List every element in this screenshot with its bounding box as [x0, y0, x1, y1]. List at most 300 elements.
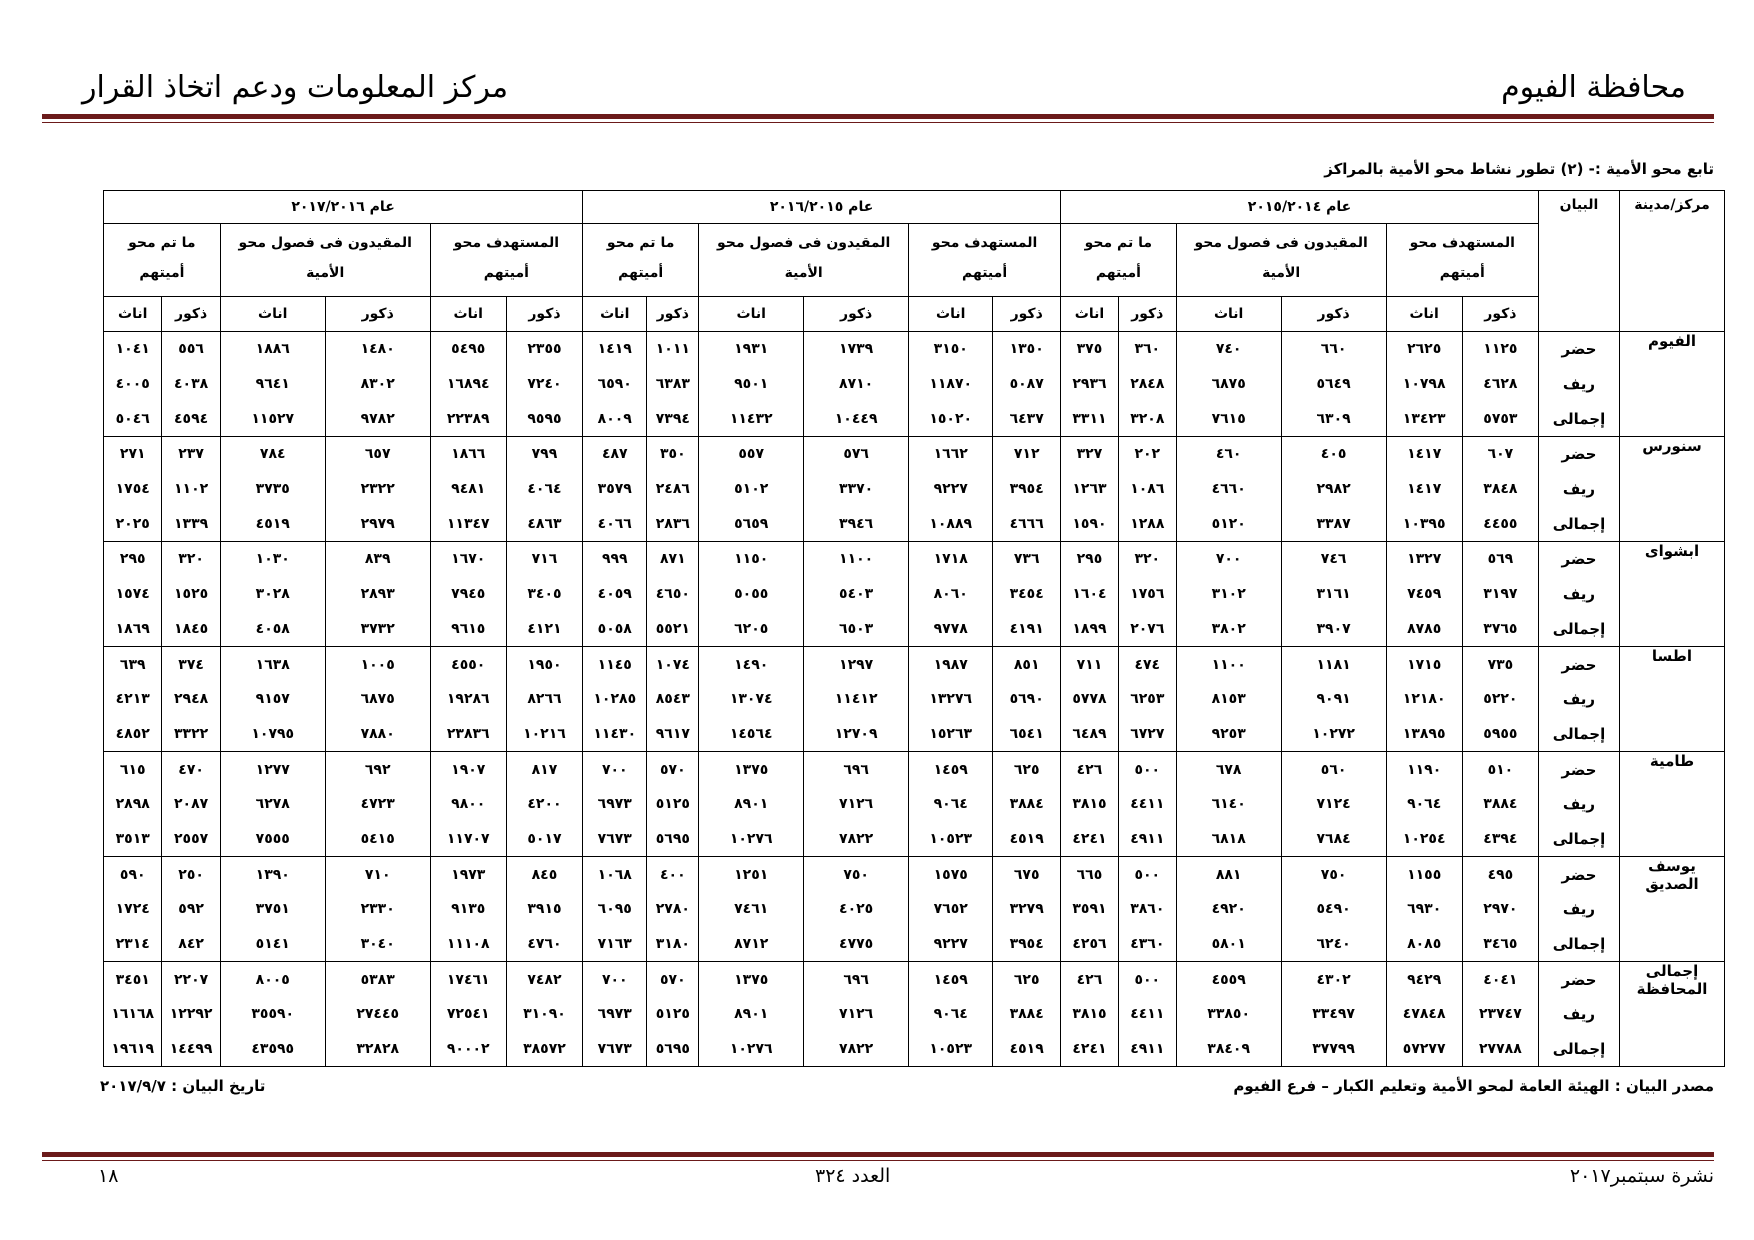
data-cell: ٦٥٧ [325, 437, 430, 472]
data-cell: ٢٧١ [104, 437, 162, 472]
data-cell: ١٨٩٩ [1061, 612, 1119, 647]
data-cell: ٦٩٣٠ [1386, 892, 1462, 927]
data-cell: ١٨٦٦ [430, 437, 506, 472]
data-cell: ٥٧٦ [804, 437, 909, 472]
data-cell: ٣٩٥٤ [993, 472, 1061, 507]
city-name: يوسف الصديق [1620, 857, 1725, 962]
data-cell: ٩١٥٧ [220, 682, 325, 717]
data-cell: ٦٢٥٣ [1118, 682, 1176, 717]
data-cell: ٥٧٥٣ [1462, 401, 1538, 436]
sex-header-male: ذكور [1281, 297, 1386, 332]
data-cell: ٨٠٠٩ [583, 401, 647, 436]
data-cell: ١٥٢٥ [162, 577, 220, 612]
data-cell: ٧١٢٤ [1281, 787, 1386, 822]
table-row [104, 1032, 1725, 1067]
data-cell: ٦٠٩٥ [583, 892, 647, 927]
data-cell: ٢٣٧٤٧ [1462, 997, 1538, 1032]
data-cell: ٥٢٢٠ [1462, 682, 1538, 717]
data-cell: ٢٨٩٣ [325, 577, 430, 612]
data-cell: ١٠٤١ [104, 332, 162, 367]
group-header: المقيدون فى فصول محو الأمية [220, 224, 430, 297]
data-cell: ٥٠٠ [1118, 857, 1176, 892]
data-cell: ٨٤٢ [162, 927, 220, 962]
data-cell: ٩٠٦٤ [1386, 787, 1462, 822]
data-cell: ٧٨٨٠ [325, 717, 430, 752]
data-cell: ٤٧٨٤٨ [1386, 997, 1462, 1032]
table-row [104, 367, 1725, 402]
data-cell: ٣٤٠٥ [506, 577, 582, 612]
table-row [104, 962, 1725, 997]
data-cell: ١٠٢١٦ [506, 717, 582, 752]
row-type: إجمالى [1539, 506, 1620, 541]
data-cell: ٤٣٥٩٥ [220, 1032, 325, 1067]
data-cell: ٤٣٩٤ [1462, 822, 1538, 857]
data-cell: ٢٠٢٥ [104, 506, 162, 541]
data-cell: ٣٨٤٠٩ [1176, 1032, 1281, 1067]
data-cell: ٥٦٩٠ [993, 682, 1061, 717]
row-type: ريف [1539, 997, 1620, 1032]
data-cell: ٤٩٥ [1462, 857, 1538, 892]
data-cell: ٤٣٠٢ [1281, 962, 1386, 997]
data-cell: ١٠٨٨٩ [909, 506, 993, 541]
table-row [104, 997, 1725, 1032]
data-cell: ٧٠٠ [583, 752, 647, 787]
data-cell: ١٢٧٧ [220, 752, 325, 787]
data-cell: ١٠٣٠ [220, 542, 325, 577]
year-header: عام ٢٠١٥/٢٠١٤ [1061, 191, 1539, 224]
table-row [104, 577, 1725, 612]
data-cell: ١٦٦٢ [909, 437, 993, 472]
sex-header-male: ذكور [1462, 297, 1538, 332]
data-cell: ٤٠٥٩ [583, 577, 647, 612]
table-row [104, 437, 1725, 472]
row-type: ريف [1539, 367, 1620, 402]
data-cell: ٩٧٨٢ [325, 401, 430, 436]
sex-header-male: ذكور [325, 297, 430, 332]
data-cell: ١٧٥٤ [104, 472, 162, 507]
data-cell: ٤٢٥٦ [1061, 927, 1119, 962]
data-cell: ٩٦٤١ [220, 367, 325, 402]
col-header-city: مركز/مدينة [1620, 191, 1725, 332]
sex-header-female: اناث [1061, 297, 1119, 332]
data-cell: ٥٩٢ [162, 892, 220, 927]
data-cell: ٧٥٠ [804, 857, 909, 892]
data-cell: ٥٠١٧ [506, 822, 582, 857]
data-cell: ٧٤٨٢ [506, 962, 582, 997]
data-cell: ٥٦٩٥ [647, 822, 699, 857]
col-header-statement: البيان [1539, 191, 1620, 332]
data-cell: ٥٤٩٥ [430, 332, 506, 367]
data-cell: ٣٧٥١ [220, 892, 325, 927]
table-row [104, 506, 1725, 541]
data-cell: ٧٣٥ [1462, 647, 1538, 682]
data-cell: ٨٧١ [647, 542, 699, 577]
data-cell: ١٢٥١ [699, 857, 804, 892]
data-cell: ٣٦٠ [1118, 332, 1176, 367]
data-cell: ٩٥٩٥ [506, 401, 582, 436]
data-cell: ١٠٨٦ [1118, 472, 1176, 507]
data-cell: ٢٧٨٠ [647, 892, 699, 927]
data-cell: ٢٣١٤ [104, 927, 162, 962]
data-cell: ٥١٢٥ [647, 997, 699, 1032]
data-cell: ٤٠٠ [647, 857, 699, 892]
bulletin-label: نشرة سبتمبر٢٠١٧ [1569, 1165, 1714, 1187]
city-name: طامية [1620, 752, 1725, 857]
data-cell: ٤٤١١ [1118, 997, 1176, 1032]
data-cell: ٤٦٢٨ [1462, 367, 1538, 402]
data-cell: ٨٠٠٥ [220, 962, 325, 997]
data-cell: ١٠٧٩٥ [220, 717, 325, 752]
group-header: ما تم محو أميتهم [583, 224, 699, 297]
data-cell: ٢٩٧٩ [325, 506, 430, 541]
group-header: ما تم محو أميتهم [1061, 224, 1177, 297]
data-cell: ١٢٩٧ [804, 647, 909, 682]
data-cell: ١١٥٠ [699, 542, 804, 577]
data-cell: ٨٩٠١ [699, 997, 804, 1032]
table-row [104, 787, 1725, 822]
data-cell: ١٢٨٨ [1118, 506, 1176, 541]
data-cell: ١١٨١ [1281, 647, 1386, 682]
table-subtitle: تابع محو الأمية :- (٢) تطور نشاط محو الأمية بالمراكز [1324, 160, 1714, 178]
data-cell: ١٨٨٦ [220, 332, 325, 367]
data-cell: ١٧٢٤ [104, 892, 162, 927]
info-center-title: مركز المعلومات ودعم اتخاذ القرار [82, 70, 509, 105]
data-cell: ٩٠٠٠٢ [430, 1032, 506, 1067]
sex-header-female: اناث [430, 297, 506, 332]
data-cell: ٤٧٦٠ [506, 927, 582, 962]
data-cell: ١٣٠٧٤ [699, 682, 804, 717]
sex-header-female: اناث [909, 297, 993, 332]
data-cell: ١٠٢٧٦ [699, 822, 804, 857]
data-cell: ١٣٥٠ [993, 332, 1061, 367]
data-cell: ٤٣٦٠ [1118, 927, 1176, 962]
data-cell: ٣٨٨٤ [993, 997, 1061, 1032]
row-type: ريف [1539, 682, 1620, 717]
data-cell: ١٠٦٨ [583, 857, 647, 892]
data-cell: ٥٤١٥ [325, 822, 430, 857]
data-cell: ٦٢٧٨ [220, 787, 325, 822]
data-cell: ٣٥٠ [647, 437, 699, 472]
data-cell: ١٣٨٩٥ [1386, 717, 1462, 752]
data-cell: ٤٦٠ [1176, 437, 1281, 472]
data-cell: ٤٢٦ [1061, 962, 1119, 997]
data-cell: ٥١٤١ [220, 927, 325, 962]
data-cell: ٥٦٠ [1281, 752, 1386, 787]
data-cell: ٤٤٥٥ [1462, 506, 1538, 541]
data-cell: ٤٠٢٥ [804, 892, 909, 927]
data-cell: ٨٤٥ [506, 857, 582, 892]
row-type: حضر [1539, 437, 1620, 472]
row-type: إجمالى [1539, 927, 1620, 962]
group-header: المستهدف محو أميتهم [909, 224, 1061, 297]
data-cell: ٤٦٦٠ [1176, 472, 1281, 507]
data-cell: ٦٢٥ [993, 752, 1061, 787]
data-cell: ٣٢٨٢٨ [325, 1032, 430, 1067]
row-type: حضر [1539, 962, 1620, 997]
data-cell: ٧٨٤ [220, 437, 325, 472]
data-cell: ٣٢٠ [162, 542, 220, 577]
data-cell: ٣٨٤٨ [1462, 472, 1538, 507]
data-cell: ٤٥١٩ [993, 1032, 1061, 1067]
data-cell: ٨٠٨٥ [1386, 927, 1462, 962]
data-cell: ٤٢٠٠ [506, 787, 582, 822]
data-cell: ١٤١٧ [1386, 472, 1462, 507]
data-cell: ١٧١٥ [1386, 647, 1462, 682]
data-cell: ١٠٢٧٢ [1281, 717, 1386, 752]
data-cell: ١١٥٢٧ [220, 401, 325, 436]
table-row [104, 717, 1725, 752]
data-cell: ٤٠٥٨ [220, 612, 325, 647]
data-cell: ٢٩٣٦ [1061, 367, 1119, 402]
data-cell: ٧٦٧٣ [583, 822, 647, 857]
data-cell: ١٤١٩ [583, 332, 647, 367]
data-cell: ١٢٧٠٩ [804, 717, 909, 752]
data-cell: ٥٠٥٥ [699, 577, 804, 612]
data-cell: ٤٩١١ [1118, 1032, 1176, 1067]
data-cell: ٥٤٠٣ [804, 577, 909, 612]
data-cell: ١٧٥٦ [1118, 577, 1176, 612]
data-cell: ٧١٦ [506, 542, 582, 577]
data-cell: ٢٣٢٢ [325, 472, 430, 507]
data-cell: ١٠٧٤ [647, 647, 699, 682]
data-cell: ٤٨٥٢ [104, 717, 162, 752]
group-header: المقيدون فى فصول محو الأمية [699, 224, 909, 297]
footer-rule [42, 1152, 1714, 1161]
data-cell: ١٩٠٧ [430, 752, 506, 787]
data-cell: ٥٥٦ [162, 332, 220, 367]
data-cell: ٧٨٢٢ [804, 822, 909, 857]
data-cell: ٢٠٨٧ [162, 787, 220, 822]
data-cell: ٧٠٠ [583, 962, 647, 997]
data-cell: ١٧١٨ [909, 542, 993, 577]
data-cell: ٣٧٣٥ [220, 472, 325, 507]
data-cell: ٢٠٧٦ [1118, 612, 1176, 647]
data-cell: ٧١٢ [993, 437, 1061, 472]
data-cell: ٩٦١٧ [647, 717, 699, 752]
city-name: إجمالى المحافظة [1620, 962, 1725, 1067]
data-cell: ٤٧٤ [1118, 647, 1176, 682]
data-cell: ١١٣٤٧ [430, 506, 506, 541]
data-cell: ٤٥١٩ [220, 506, 325, 541]
data-cell: ١٢٢٩٢ [162, 997, 220, 1032]
city-name: سنورس [1620, 437, 1725, 542]
row-type: إجمالى [1539, 401, 1620, 436]
data-cell: ١٩٦١٩ [104, 1032, 162, 1067]
data-cell: ١١٠٠ [804, 542, 909, 577]
data-cell: ٢٤٨٦ [647, 472, 699, 507]
row-type: إجمالى [1539, 1032, 1620, 1067]
data-cell: ٩٩٩ [583, 542, 647, 577]
data-cell: ٣١٥٠ [909, 332, 993, 367]
data-cell: ٣٧٤ [162, 647, 220, 682]
data-cell: ١٠٧٩٨ [1386, 367, 1462, 402]
row-type: حضر [1539, 332, 1620, 367]
data-cell: ٢٣٣٠ [325, 892, 430, 927]
data-cell: ٧٣٦ [993, 542, 1061, 577]
data-cell: ٧٨٢٢ [804, 1032, 909, 1067]
data-cell: ١٢٦٣ [1061, 472, 1119, 507]
data-cell: ٤٠٠٥ [104, 367, 162, 402]
data-cell: ٥٥٢١ [647, 612, 699, 647]
row-type: إجمالى [1539, 717, 1620, 752]
data-cell: ١٥٧٥ [909, 857, 993, 892]
data-cell: ٨٨١ [1176, 857, 1281, 892]
data-cell: ١١٤٣٠ [583, 717, 647, 752]
data-cell: ٣١٨٠ [647, 927, 699, 962]
data-cell: ١١٤١٢ [804, 682, 909, 717]
data-cell: ٥٨٠١ [1176, 927, 1281, 962]
data-cell: ٧١٢٦ [804, 787, 909, 822]
row-type: ريف [1539, 787, 1620, 822]
data-cell: ٣٥١٣ [104, 822, 162, 857]
data-cell: ١٤١٧ [1386, 437, 1462, 472]
data-cell: ٣٠٢٨ [220, 577, 325, 612]
data-cell: ٧١٠ [325, 857, 430, 892]
data-cell: ٣٣٨٥٠ [1176, 997, 1281, 1032]
data-cell: ١٣٩٠ [220, 857, 325, 892]
data-cell: ١٣٤٢٣ [1386, 401, 1462, 436]
data-cell: ٥٠٨٧ [993, 367, 1061, 402]
group-header: المستهدف محو أميتهم [430, 224, 582, 297]
data-cell: ٢٩٤٨ [162, 682, 220, 717]
data-cell: ١٤٥٩ [909, 752, 993, 787]
sex-header-male: ذكور [506, 297, 582, 332]
data-cell: ٣٣٤٩٧ [1281, 997, 1386, 1032]
data-cell: ١٠٥٢٣ [909, 1032, 993, 1067]
sex-header-female: اناث [104, 297, 162, 332]
data-cell: ٢٥٠ [162, 857, 220, 892]
data-cell: ٣٣٢٢ [162, 717, 220, 752]
sex-header-male: ذكور [1118, 297, 1176, 332]
data-cell: ٣٩٥٤ [993, 927, 1061, 962]
data-cell: ٦٢٥ [993, 962, 1061, 997]
data-cell: ١٠٢٨٥ [583, 682, 647, 717]
data-cell: ١٨٤٥ [162, 612, 220, 647]
city-name: ابشواى [1620, 542, 1725, 647]
data-cell: ٣٤٦٥ [1462, 927, 1538, 962]
data-cell: ٣١٠٩٠ [506, 997, 582, 1032]
data-cell: ٤٢١٣ [104, 682, 162, 717]
data-cell: ٦٥٩٠ [583, 367, 647, 402]
data-cell: ٨٥١ [993, 647, 1061, 682]
data-cell: ٧٤٦ [1281, 542, 1386, 577]
data-cell: ٨٥٤٣ [647, 682, 699, 717]
row-type: حضر [1539, 752, 1620, 787]
data-cell: ١٠١١ [647, 332, 699, 367]
group-header: المستهدف محو أميتهم [1386, 224, 1538, 297]
table-row [104, 332, 1725, 367]
data-cell: ٧١١ [1061, 647, 1119, 682]
table-row [104, 542, 1725, 577]
data-cell: ١٦٨٩٤ [430, 367, 506, 402]
data-cell: ١٦٠٤ [1061, 577, 1119, 612]
sex-header-female: اناث [220, 297, 325, 332]
data-cell: ١٥٩٠ [1061, 506, 1119, 541]
data-cell: ٣٨١٥ [1061, 997, 1119, 1032]
row-type: إجمالى [1539, 822, 1620, 857]
data-cell: ٥٦٥٩ [699, 506, 804, 541]
data-cell: ٧٦١٥ [1176, 401, 1281, 436]
data-cell: ١٧٣٩ [804, 332, 909, 367]
data-cell: ٤٢٦ [1061, 752, 1119, 787]
data-cell: ٧٣٩٤ [647, 401, 699, 436]
row-type: حضر [1539, 857, 1620, 892]
data-cell: ١١١٠٨ [430, 927, 506, 962]
data-cell: ٤٥١٩ [993, 822, 1061, 857]
data-cell: ٣٢٠٨ [1118, 401, 1176, 436]
data-cell: ٦٥٠٣ [804, 612, 909, 647]
table-row [104, 647, 1725, 682]
data-cell: ١٣٧٥ [699, 752, 804, 787]
data-cell: ٩٢٢٧ [909, 472, 993, 507]
data-cell: ١١٠٢ [162, 472, 220, 507]
data-cell: ٩٢٥٣ [1176, 717, 1281, 752]
data-cell: ١٠٢٧٦ [699, 1032, 804, 1067]
data-cell: ١٤٥٦٤ [699, 717, 804, 752]
table-row [104, 857, 1725, 892]
data-cell: ٩٦١٥ [430, 612, 506, 647]
data-cell: ٦٩٧٣ [583, 997, 647, 1032]
data-cell: ٧٦٧٣ [583, 1032, 647, 1067]
data-cell: ٨٩٠١ [699, 787, 804, 822]
data-cell: ٣٥٥٩٠ [220, 997, 325, 1032]
data-cell: ١٩٥٠ [506, 647, 582, 682]
city-name: الفيوم [1620, 332, 1725, 437]
data-cell: ٢٧٤٤٥ [325, 997, 430, 1032]
data-cell: ٦٨٧٥ [1176, 367, 1281, 402]
data-cell: ٩٠٩١ [1281, 682, 1386, 717]
data-cell: ٩٧٧٨ [909, 612, 993, 647]
data-cell: ٤٢٤١ [1061, 1032, 1119, 1067]
data-cell: ٤٦٥٠ [647, 577, 699, 612]
data-cell: ٣١٦١ [1281, 577, 1386, 612]
data-cell: ٦٩٢ [325, 752, 430, 787]
data-cell: ٣٤٥١ [104, 962, 162, 997]
data-cell: ٦٩٦ [804, 752, 909, 787]
data-cell: ٤٩١١ [1118, 822, 1176, 857]
data-cell: ٤٢٤١ [1061, 822, 1119, 857]
data-cell: ١٥٢٦٣ [909, 717, 993, 752]
data-cell: ٣٧٧٩٩ [1281, 1032, 1386, 1067]
data-cell: ١٤٨٠ [325, 332, 430, 367]
data-cell: ٣٩١٥ [506, 892, 582, 927]
data-cell: ١١٤٣٢ [699, 401, 804, 436]
data-cell: ٨٣٩ [325, 542, 430, 577]
data-cell: ٤٨٦٣ [506, 506, 582, 541]
data-cell: ٤٠٦٦ [583, 506, 647, 541]
data-cell: ٧٢٤٠ [506, 367, 582, 402]
sex-header-male: ذكور [162, 297, 220, 332]
data-cell: ١١٨٧٠ [909, 367, 993, 402]
data-cell: ٦٦٠ [1281, 332, 1386, 367]
row-type: ريف [1539, 892, 1620, 927]
data-cell: ٨٣٠٢ [325, 367, 430, 402]
row-type: حضر [1539, 542, 1620, 577]
data-cell: ٦٩٦ [804, 962, 909, 997]
data-cell: ٣٧٦٥ [1462, 612, 1538, 647]
sex-header-female: اناث [583, 297, 647, 332]
data-cell: ٨١٧ [506, 752, 582, 787]
data-cell: ١٣٧٥ [699, 962, 804, 997]
data-cell: ٣٢٧٩ [993, 892, 1061, 927]
data-cell: ٣٤٥٤ [993, 577, 1061, 612]
data-cell: ٦١٥ [104, 752, 162, 787]
data-cell: ٦٩٧٣ [583, 787, 647, 822]
data-cell: ٦١٤٠ [1176, 787, 1281, 822]
group-header: المقيدون فى فصول محو الأمية [1176, 224, 1386, 297]
row-type: إجمالى [1539, 612, 1620, 647]
data-cell: ٩٨٠٠ [430, 787, 506, 822]
